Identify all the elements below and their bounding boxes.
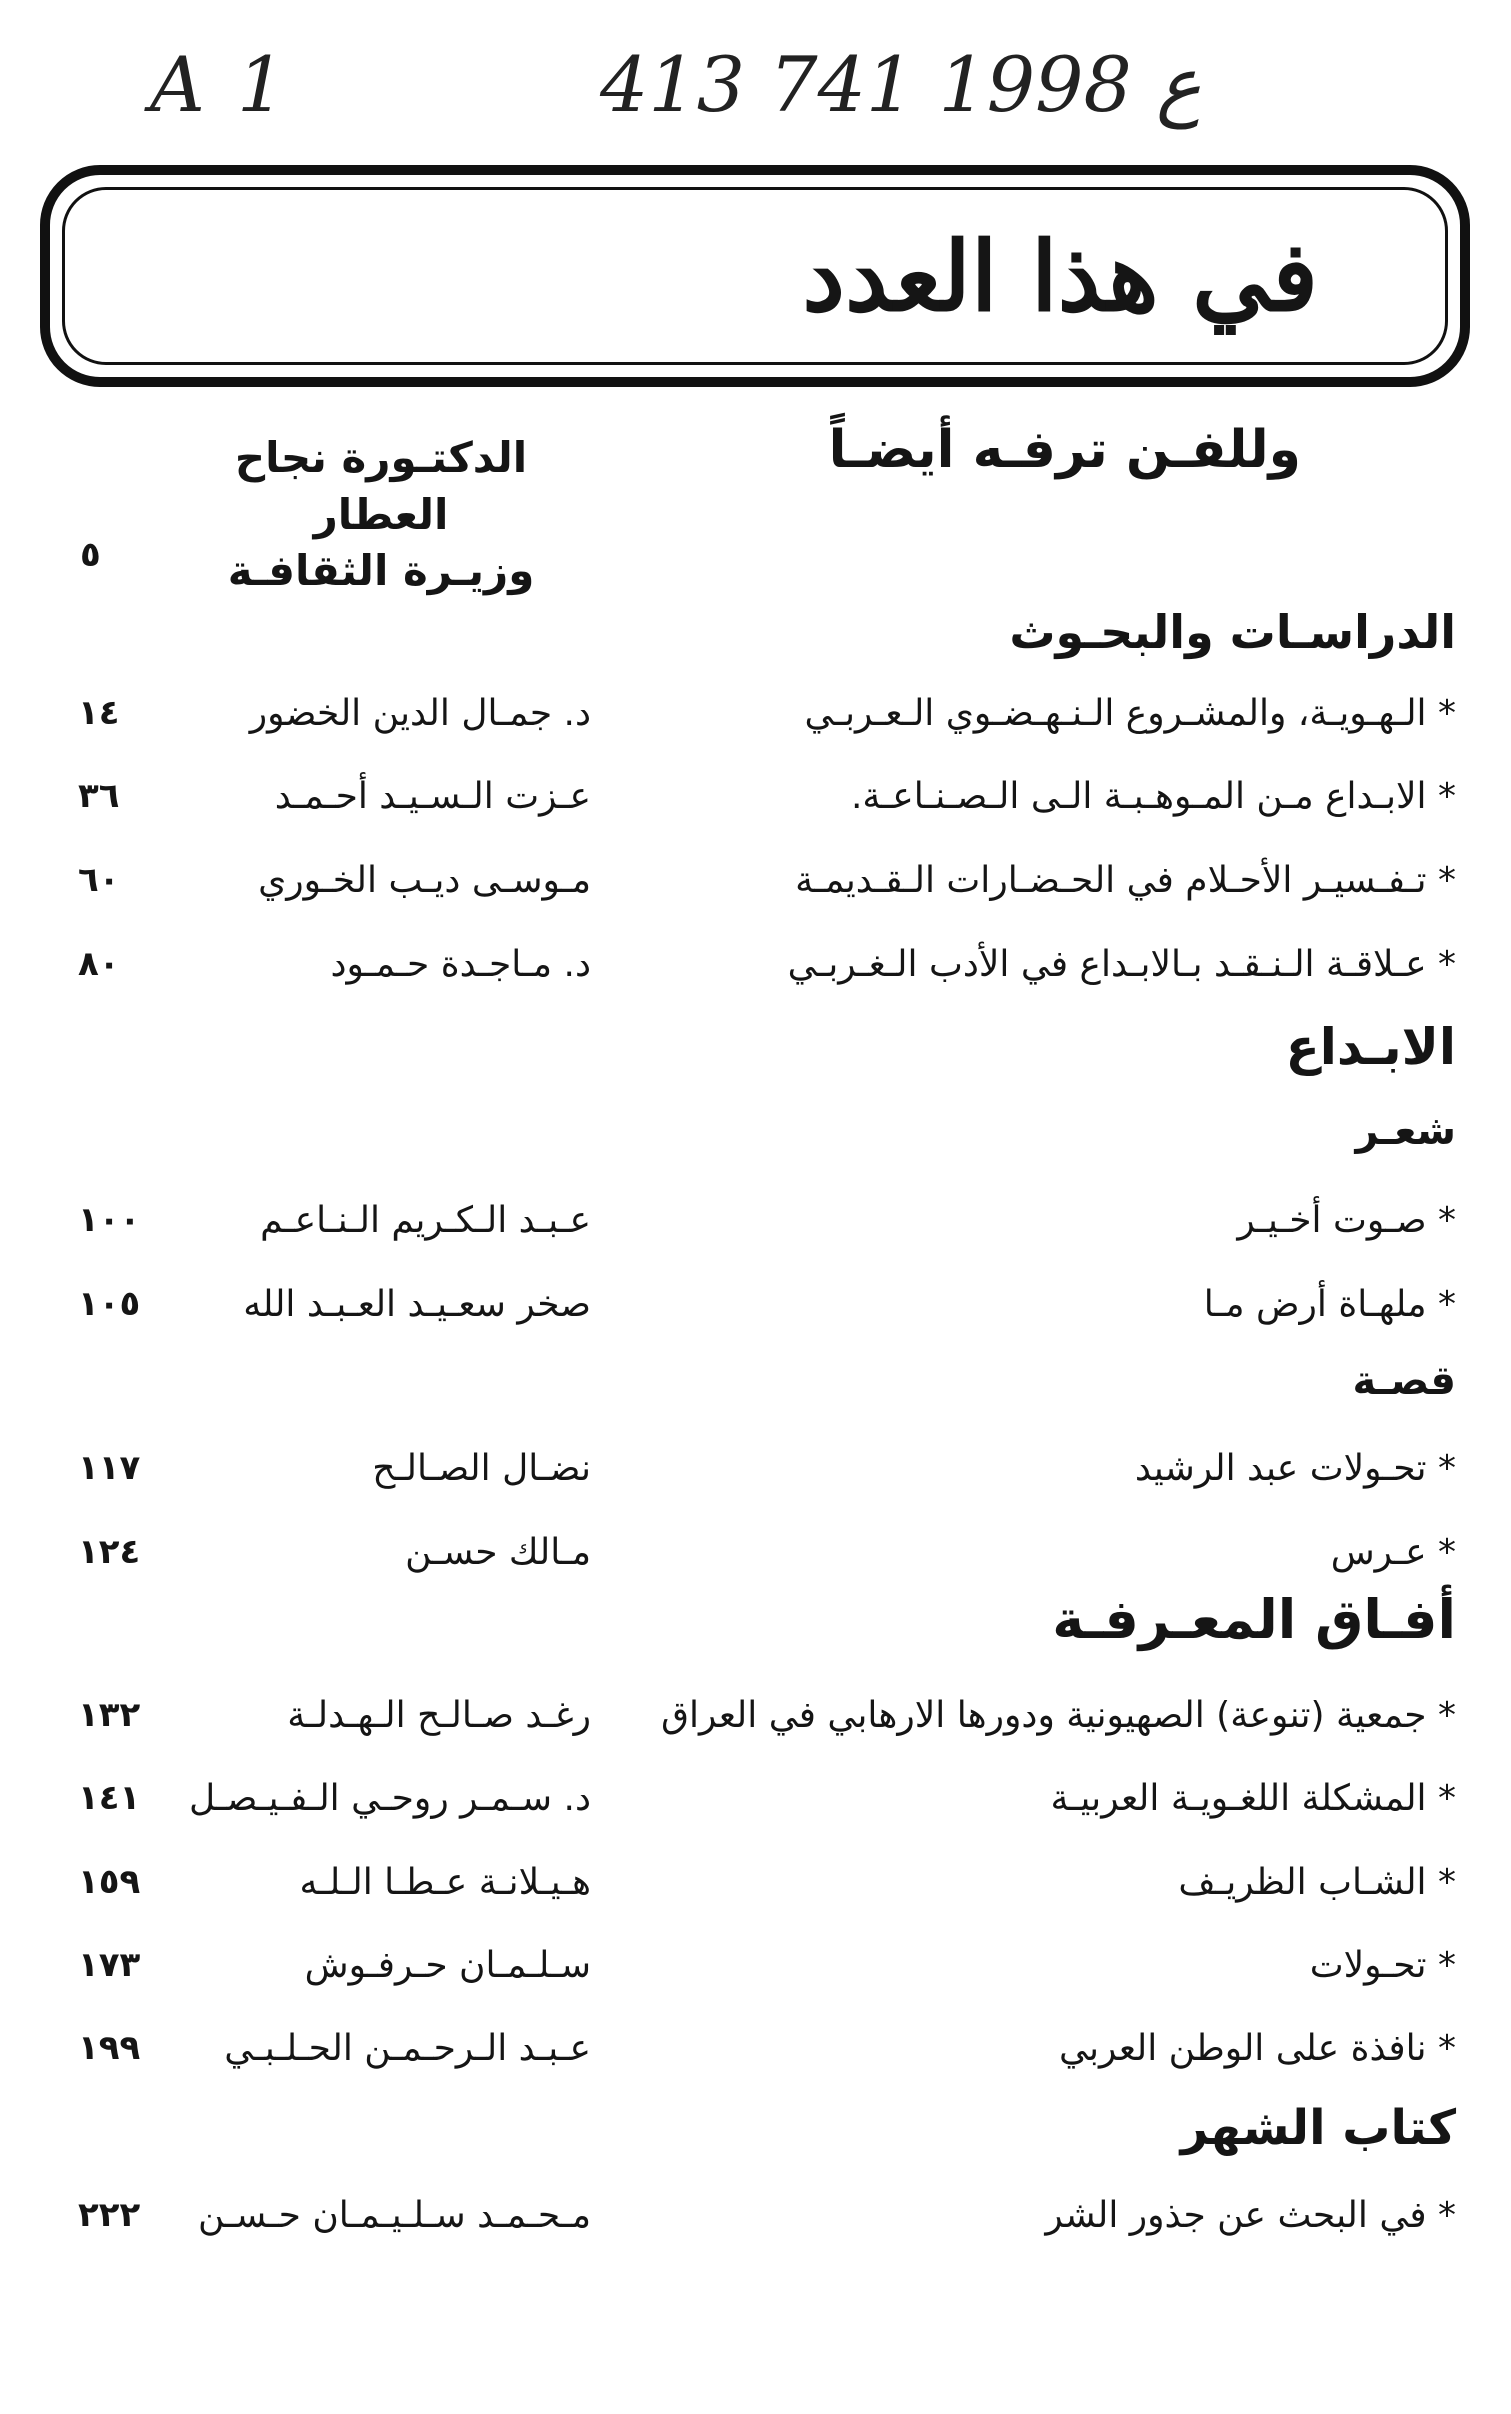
toc-entry-page: ١٤ — [78, 693, 120, 733]
editorial-author-name: الدكتـورة نجاح العطار — [234, 433, 528, 539]
handwritten-code-left: A 1 — [150, 40, 290, 129]
section-title-studies: الدراسـات والبحـوث — [1009, 605, 1456, 659]
toc-entry-author: عـبـد الـرحـمـن الحـلـبـي — [224, 2028, 591, 2069]
toc-entry-title: * ملهـاة أرض مـا — [1203, 1284, 1456, 1325]
toc-entry-author: د. سـمـر روحـي الـفـيـصـل — [188, 1778, 591, 1819]
toc-entry-page: ١٣٢ — [78, 1695, 141, 1735]
toc-entry-author: صخر سعـيـد العـبـد الله — [243, 1284, 591, 1325]
toc-entry[interactable] — [0, 1778, 1511, 1838]
toc-entry-page: ١٠٥ — [78, 1284, 141, 1324]
toc-entry-title: * الابـداع مـن المـوهـبـة الـى الـصـنـاعـة. — [850, 776, 1456, 817]
toc-entry[interactable] — [0, 1200, 1511, 1260]
page-title: في هذا العدد — [802, 219, 1318, 333]
toc-entry[interactable] — [0, 2028, 1511, 2088]
editorial-author — [161, 430, 601, 600]
toc-entry-author: نضـال الصـالـح — [372, 1448, 591, 1489]
toc-entry-author: عـزت الـسـيـد أحـمـد — [274, 776, 591, 817]
toc-entry-author: هـيـلانـة عـطـا الـلـه — [299, 1862, 591, 1903]
toc-entry-author: سـلـمـان حـرفـوش — [304, 1945, 591, 1986]
toc-entry-author: مـالك حسـن — [405, 1532, 591, 1573]
toc-entry-title: * في البحث عن جذور الشر — [1045, 2195, 1456, 2236]
section-title-horizons: أفـاق المعـرفـة — [1052, 1588, 1456, 1651]
subsection-title-story: قصـة — [1352, 1358, 1456, 1404]
toc-entry-title: * الشـاب الظريـف — [1178, 1862, 1456, 1903]
toc-entry-author: د. جمـال الدين الخضور — [249, 693, 591, 734]
toc-entry-page: ١٢٤ — [78, 1532, 141, 1572]
toc-entry[interactable] — [0, 944, 1511, 1004]
section-title-book-of-month: كتاب الشهر — [1180, 2100, 1456, 2156]
toc-entry-author: مـحـمـد سـلـيـمـان حـسـن — [198, 2195, 591, 2236]
subsection-title-poetry: شعـر — [1355, 1108, 1456, 1154]
toc-entry-page: ١٤١ — [78, 1778, 141, 1818]
section-title-creativity: الابـداع — [1285, 1018, 1456, 1076]
toc-entry[interactable] — [0, 2195, 1511, 2255]
toc-entry-author: مـوسـى ديـب الخـوري — [258, 860, 591, 901]
toc-entry-title: * الـهـويـة، والمشـروع الـنـهـضـوي الـعـربـي — [804, 693, 1456, 734]
toc-entry[interactable] — [0, 1532, 1511, 1592]
toc-entry-page: ٣٦ — [78, 776, 120, 816]
toc-entry-title: * عـلاقـة الـنـقـد بـالابـداع في الأدب الـغـربـي — [787, 944, 1456, 985]
toc-entry-title: * تحـولات — [1309, 1945, 1456, 1986]
toc-entry-page: ٦٠ — [78, 860, 120, 900]
editorial-title: وللفـن ترفـه أيضـاً — [828, 420, 1301, 480]
toc-entry[interactable] — [0, 860, 1511, 920]
toc-entry-title: * نافذة على الوطن العربي — [1059, 2028, 1456, 2069]
toc-entry-author: عـبـد الـكـريم الـنـاعـم — [260, 1200, 591, 1241]
toc-entry[interactable] — [0, 1695, 1511, 1755]
toc-entry-author: رغـد صـالـح الـهـدلـة — [287, 1695, 591, 1736]
toc-entry-title: * جمعية (تنوعة) الصهيونية ودورها الارهابي في العراق — [661, 1695, 1456, 1736]
toc-entry[interactable] — [0, 1448, 1511, 1508]
toc-entry-page: ٢٢٢ — [78, 2195, 141, 2235]
toc-entry-title: * صـوت أخـيـر — [1237, 1200, 1456, 1241]
toc-entry-title: * تحـولات عبد الرشيد — [1134, 1448, 1456, 1489]
toc-entry[interactable] — [0, 1945, 1511, 2005]
editorial-author-role: وزيـرة الثقافـة — [227, 546, 535, 596]
toc-entry-page: ١٠٠ — [78, 1200, 141, 1240]
toc-entry-page: ٨٠ — [78, 944, 120, 984]
toc-entry-page: ١٥٩ — [78, 1862, 141, 1902]
toc-entry-page: ١٧٣ — [78, 1945, 141, 1985]
toc-entry-title: * تـفـسيـر الأحـلام في الحـضـارات الـقـديمـة — [795, 860, 1456, 901]
toc-entry[interactable] — [0, 693, 1511, 753]
toc-entry-page: ١١٧ — [78, 1448, 141, 1488]
toc-entry[interactable] — [0, 1862, 1511, 1922]
editorial-page-number: ٥ — [80, 535, 101, 575]
handwritten-code-right: 413 ع 1998 741 — [600, 40, 1202, 129]
toc-entry[interactable] — [0, 1284, 1511, 1344]
toc-entry[interactable] — [0, 776, 1511, 836]
toc-entry-page: ١٩٩ — [78, 2028, 141, 2068]
toc-entry-author: د. مـاجـدة حـمـود — [330, 944, 591, 985]
toc-entry-title: * عـرس — [1330, 1532, 1456, 1573]
toc-entry-title: * المشكلة اللغـويـة العربيـة — [1050, 1778, 1456, 1819]
